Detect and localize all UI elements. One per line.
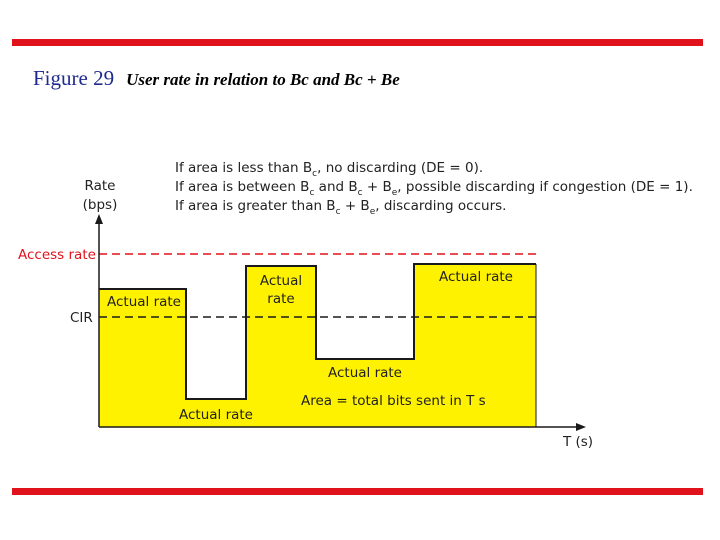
- segment-label-3b: rate: [267, 291, 295, 307]
- x-axis-label: T (s): [562, 434, 594, 450]
- y-axis-label-unit: (bps): [82, 197, 118, 213]
- figure-caption: User rate in relation to Bc and Bc + Be: [126, 70, 400, 89]
- rule-line-1: If area is less than $B_c$, no discarding (DE = 0).: [175, 160, 484, 179]
- segment-label-3a: Actual: [259, 273, 303, 289]
- y-axis-label-rate: Rate: [84, 178, 116, 194]
- figure-number: Figure 29: [33, 66, 115, 90]
- segment-label-5: Actual rate: [438, 269, 514, 285]
- access-rate-label: Access rate: [18, 247, 96, 263]
- y-axis-arrow: [95, 214, 103, 224]
- x-axis-arrow: [576, 423, 586, 431]
- cir-label: CIR: [70, 310, 93, 326]
- area-label: Area = total bits sent in T s: [301, 393, 486, 409]
- rule-line-3: If area is greater than $B_c + B_e$, discarding occurs.: [175, 198, 507, 217]
- bottom-red-rule: [12, 488, 703, 495]
- segment-label-2: Actual rate: [178, 407, 254, 423]
- segment-label-4: Actual rate: [327, 365, 403, 381]
- segment-label-1: Actual rate: [106, 294, 182, 310]
- rule-line-2: If area is between $B_c$ and $B_c + B_e$, possible discarding if congestion (DE = 1).: [175, 179, 693, 198]
